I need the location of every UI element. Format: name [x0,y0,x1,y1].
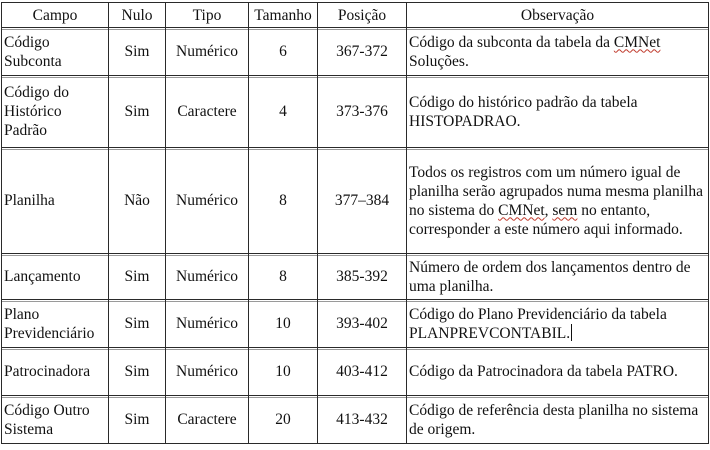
cell-posicao: 393-402 [318,300,407,348]
cell-campo: Código Subconta [2,28,109,76]
table-row [2,300,709,348]
table-row [2,28,709,76]
cell-nulo: Não [109,148,166,254]
cell-tamanho: 20 [249,396,318,444]
cell-campo: Patrocinadora [2,348,109,396]
obs-text: , [544,201,553,219]
header-tipo: Tipo [166,3,249,28]
cell-tipo: Caractere [166,396,249,444]
table-row [2,148,709,254]
header-nulo: Nulo [109,3,166,28]
obs-text: Código da subconta da tabela da [409,33,614,51]
table-row [2,348,709,396]
table-row [2,254,709,300]
cell-tipo: Numérico [166,300,249,348]
obs-text: no entanto, corresponder a este número aqui informado. [409,201,683,238]
cell-campo: Plano Previdenciário [2,300,109,348]
cell-tipo: Numérico [166,28,249,76]
cell-campo: Lançamento [2,254,109,300]
obs-text: Soluções. [409,52,469,70]
obs-text: Todos os registros com um número igual de planilha serão agrupados numa mesma planilha no sistema do [409,163,703,219]
cell-observacao [407,300,709,348]
cell-campo: Código do Histórico Padrão [2,76,109,148]
header-posicao: Posição [318,3,407,28]
cell-tamanho: 6 [249,28,318,76]
cell-nulo: Sim [109,28,166,76]
header-campo: Campo [2,3,109,28]
cell-tamanho: 8 [249,148,318,254]
cell-campo: Planilha [2,148,109,254]
cell-observacao: Código do histórico padrão da tabela HISTOPADRAO. [407,76,709,148]
cell-observacao: Código de referência desta planilha no sistema de origem. [407,396,709,444]
text-cursor [571,324,572,341]
cell-posicao: 373-376 [318,76,407,148]
cell-observacao: Código da Patrocinadora da tabela PATRO. [407,348,709,396]
cell-tipo: Numérico [166,254,249,300]
header-tamanho: Tamanho [249,3,318,28]
cell-posicao: 367-372 [318,28,407,76]
cell-tamanho: 10 [249,348,318,396]
table-row [2,76,709,148]
cell-posicao: 403-412 [318,348,407,396]
table-header-row [2,3,709,28]
cell-posicao: 413-432 [318,396,407,444]
cell-tipo: Numérico [166,348,249,396]
cell-nulo: Sim [109,396,166,444]
cell-nulo: Sim [109,348,166,396]
cell-campo: Código Outro Sistema [2,396,109,444]
cell-nulo: Sim [109,76,166,148]
cell-nulo: Sim [109,254,166,300]
cell-observacao: Número de ordem dos lançamentos dentro de uma planilha. [407,254,709,300]
cell-tamanho: 4 [249,76,318,148]
spellcheck-word[interactable]: CMNet [613,33,661,51]
spellcheck-word[interactable]: CMNet [498,201,545,219]
cell-posicao: 385-392 [318,254,407,300]
spellcheck-word[interactable]: sem [552,201,578,219]
cell-posicao: 377–384 [318,148,407,254]
obs-text: Código do Plano Previdenciário da tabela PLANPREVCONTABIL. [409,305,667,342]
cell-nulo: Sim [109,300,166,348]
cell-tamanho: 10 [249,300,318,348]
table-row [2,396,709,444]
field-spec-table [1,2,709,444]
cell-tipo: Caractere [166,76,249,148]
cell-tamanho: 8 [249,254,318,300]
cell-tipo: Numérico [166,148,249,254]
cell-observacao [407,28,709,76]
cell-observacao [407,148,709,254]
header-observacao: Observação [407,3,709,28]
